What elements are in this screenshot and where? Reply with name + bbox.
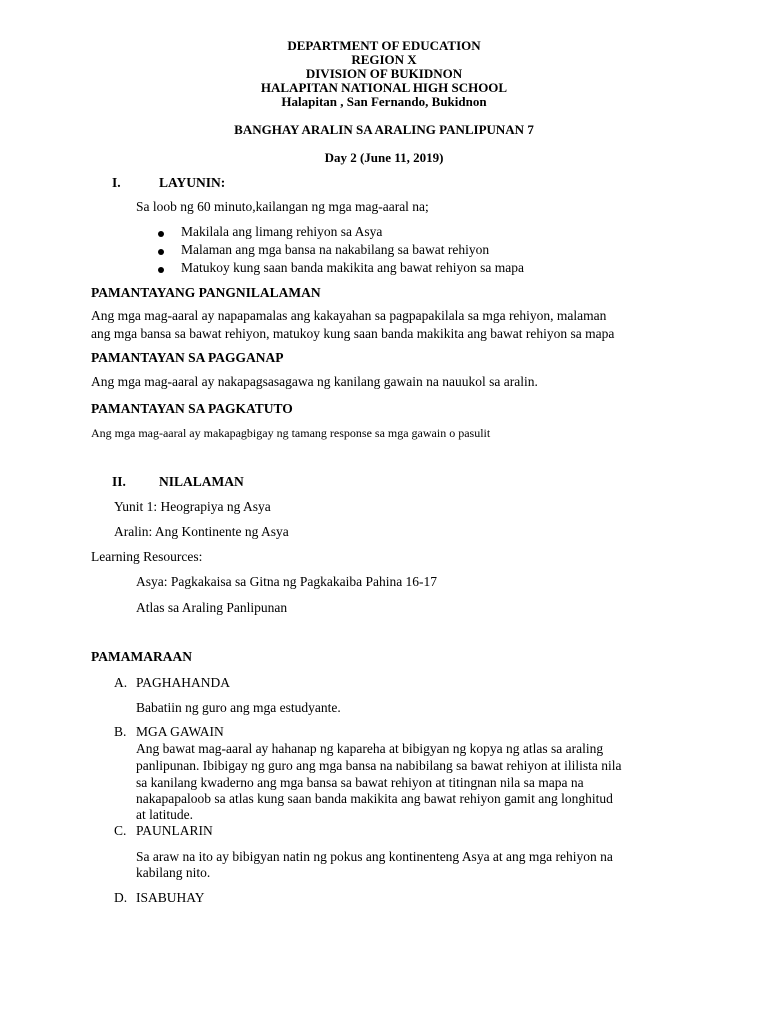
section2-heading: NILALAMAN — [159, 474, 244, 489]
step-b-text-line2: panlipunan. Ibibigay ng guro ang mga bansa na nabibilang sa bawat rehiyon at ililista nila — [136, 758, 622, 773]
step-d-letter: D. — [114, 890, 128, 905]
step-b-title: MGA GAWAIN — [136, 724, 224, 739]
pagkatuto-heading: PAMANTAYAN SA PAGKATUTO — [91, 401, 293, 416]
step-a-text: Babatiin ng guro ang mga estudyante. — [136, 700, 341, 715]
step-c-title: PAUNLARIN — [136, 823, 213, 838]
header-address: Halapitan , San Fernando, Bukidnon — [281, 94, 487, 109]
step-b-text-line4: nakapapaloob sa atlas kung saan banda makikita ang bawat rehiyon gamit ang longhitud — [136, 791, 613, 806]
section2-number: II. — [112, 474, 126, 489]
bullet-icon — [158, 267, 164, 273]
header-division: DIVISION OF BUKIDNON — [305, 66, 463, 81]
pangnilalaman-text-line2: ang mga bansa sa bawat rehiyon, matukoy kung saan banda makikita ang bawat rehiyon sa mapa — [91, 326, 615, 341]
lesson-title: BANGHAY ARALIN SA ARALING PANLIPUNAN 7 — [234, 122, 534, 137]
pagkatuto-text: Ang mga mag-aaral ay makapagbigay ng tamang response sa mga gawain o pasulit — [91, 426, 491, 440]
resource-item: Atlas sa Araling Panlipunan — [136, 600, 288, 615]
resources-label: Learning Resources: — [91, 549, 203, 564]
objective-item: Malaman ang mga bansa na nakabilang sa bawat rehiyon — [181, 242, 490, 257]
section1-number: I. — [112, 175, 121, 190]
lesson-day: Day 2 (June 11, 2019) — [324, 150, 444, 165]
step-b-text-line1: Ang bawat mag-aaral ay hahanap ng kapareha at bibigyan ng kopya ng atlas sa araling — [136, 741, 604, 756]
step-a-title: PAGHAHANDA — [136, 675, 231, 690]
pamamaraan-heading: PAMAMARAAN — [91, 649, 192, 664]
resource-item: Asya: Pagkakaisa sa Gitna ng Pagkakaiba Pahina 16-17 — [136, 574, 438, 589]
step-c-letter: C. — [114, 823, 127, 838]
objective-item: Matukoy kung saan banda makikita ang bawat rehiyon sa mapa — [181, 260, 525, 275]
pagganap-heading: PAMANTAYAN SA PAGGANAP — [91, 350, 284, 365]
step-d-title: ISABUHAY — [136, 890, 205, 905]
yunit-text: Yunit 1: Heograpiya ng Asya — [114, 499, 271, 514]
bullet-icon — [158, 249, 164, 255]
step-b-letter: B. — [114, 724, 127, 739]
header-department: DEPARTMENT OF EDUCATION — [287, 38, 481, 53]
bullet-icon — [158, 231, 164, 237]
section1-heading: LAYUNIN: — [159, 175, 226, 190]
objective-item: Makilala ang limang rehiyon sa Asya — [181, 224, 383, 239]
step-a-letter: A. — [114, 675, 128, 690]
pangnilalaman-text-line1: Ang mga mag-aaral ay napapamalas ang kakayahan sa pagpapakilala sa mga rehiyon, malaman — [91, 308, 607, 323]
step-c-text-line1: Sa araw na ito ay bibigyan natin ng pokus ang kontinenteng Asya at ang mga rehiyon na — [136, 849, 613, 864]
step-b-text-line3: sa kanilang kwaderno ang mga bansa sa bawat rehiyon at titingnan nila sa mapa na — [136, 775, 584, 790]
pangnilalaman-heading: PAMANTAYANG PANGNILALAMAN — [91, 285, 321, 300]
aralin-text: Aralin: Ang Kontinente ng Asya — [114, 524, 289, 539]
header-school: HALAPITAN NATIONAL HIGH SCHOOL — [260, 80, 508, 95]
step-c-text-line2: kabilang nito. — [136, 865, 211, 880]
pagganap-text: Ang mga mag-aaral ay nakapagsasagawa ng kanilang gawain na nauukol sa aralin. — [91, 374, 538, 389]
header-region: REGION X — [351, 52, 417, 67]
step-b-text-line5: at latitude. — [136, 807, 193, 822]
section1-intro: Sa loob ng 60 minuto,kailangan ng mga mag-aaral na; — [136, 199, 429, 214]
